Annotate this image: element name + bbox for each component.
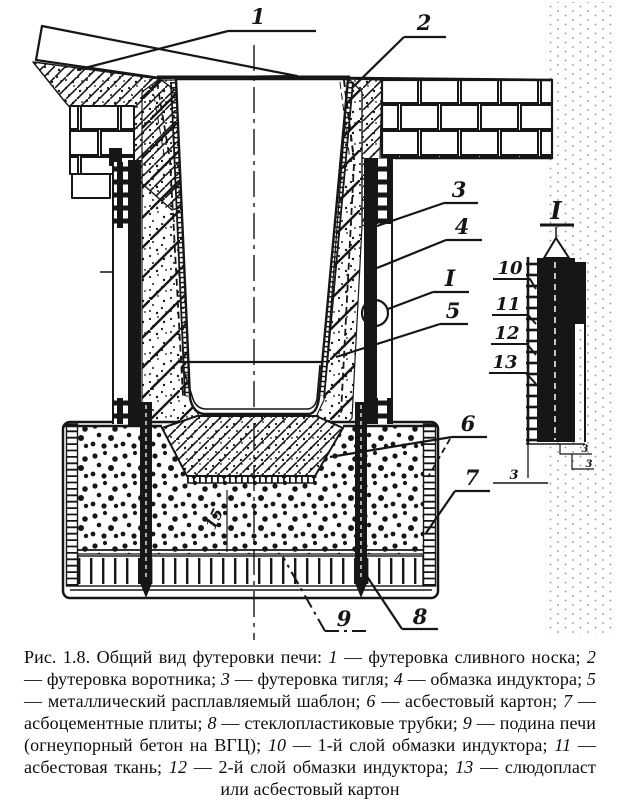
callout-13: 13 [492,352,518,373]
coil-turns-right [377,158,392,224]
callout-5: 5 [445,298,461,323]
callout-1: 1 [250,4,266,29]
inset-step-dim-a: 3 [581,444,589,455]
inset-coating-column [537,258,575,442]
inset-title: I [550,196,562,225]
callout-8: 8 [412,604,428,629]
callout-10: 10 [497,258,523,279]
callout-9: 9 [336,606,352,631]
callout-6: 6 [460,411,476,436]
crucible-foot [162,416,343,483]
dim-base-depth: 15 [201,505,228,533]
coil-turns-left [114,162,128,228]
inset-dim-3: 3 [509,468,519,483]
callout-4: 4 [454,214,470,239]
inset-step-dim-b: 3 [585,459,593,470]
callout-detail-I: I [444,266,456,292]
callout-2: 2 [416,10,432,35]
callout-12: 12 [494,323,520,344]
callout-11: 11 [495,294,521,315]
callout-7: 7 [464,465,480,490]
callout-3: 3 [451,177,467,202]
collar-bricks [382,80,552,158]
figure-caption: Рис. 1.8. Общий вид футеровки печи: 1 — футеровка сливного носка; 2 — футеровка воротника; 3 — футеровка тигля; 4 — обмазка индуктора; 5 — металлический расплавляемый шаблон; 6 — асбестовый картон; 7 — асбоцементные плиты; 8 — стеклопластиковые трубки; 9 — подина печи (огнеупорный бетон на ВГЦ); 10 — 1-й слой обмазки индуктора; 11 — асбестовая ткань; 12 — 2-й слой обмазки индуктора; 13 — слюдопласт или асбестовый картон [24,647,597,799]
